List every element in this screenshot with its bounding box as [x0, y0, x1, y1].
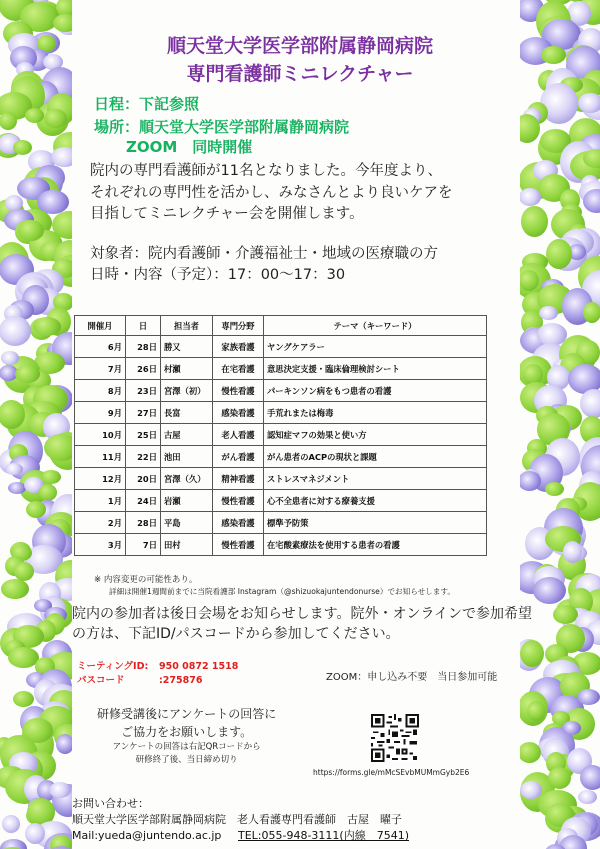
cell-theme: 心不全患者に対する療養支援	[264, 490, 487, 512]
meeting-info	[77, 660, 238, 688]
flower-decoration	[1, 579, 29, 599]
table-row	[75, 402, 487, 424]
cell-month: 2月	[75, 512, 126, 534]
flower-decoration	[583, 302, 600, 323]
flower-decoration	[520, 188, 541, 206]
table-row	[75, 446, 487, 468]
cell-specialty: 慢性看護	[213, 380, 264, 402]
flower-decoration	[548, 767, 571, 789]
cell-lecturer: 勝又	[161, 336, 213, 358]
cell-specialty: がん看護	[213, 446, 264, 468]
header-theme: テーマ（キーワード）	[264, 316, 487, 336]
table-row	[75, 380, 487, 402]
table-row	[75, 424, 487, 446]
contact-label: お問い合わせ：	[72, 797, 149, 810]
passcode-label: パスコード	[77, 675, 125, 686]
cell-specialty: 感染看護	[213, 402, 264, 424]
cell-specialty: 老人看護	[213, 424, 264, 446]
flower-decoration	[580, 389, 600, 418]
target-audience: 対象者：院内看護師・介護福祉士・地域の医療職の方	[90, 246, 438, 262]
flower-decoration	[25, 823, 45, 844]
cell-specialty: 慢性看護	[213, 490, 264, 512]
left-flower-border	[0, 0, 72, 849]
target-info	[90, 244, 438, 286]
flower-decoration	[39, 484, 57, 501]
cell-day: 22日	[126, 446, 161, 468]
survey-line: 研修終了後、当日締め切り	[135, 755, 238, 765]
flower-decoration	[546, 239, 572, 269]
cell-theme: がん患者のACPの現状と課題	[264, 446, 487, 468]
flower-decoration	[521, 206, 548, 237]
flower-decoration	[33, 317, 61, 336]
meeting-id-label: ミーティングID:	[77, 661, 149, 672]
flower-decoration	[41, 470, 61, 484]
cell-day: 28日	[126, 336, 161, 358]
schedule-table	[74, 315, 487, 556]
contact-person: 順天堂大学医学部附属静岡病院 老人看護専門看護師 古屋 曜子	[72, 813, 402, 826]
cell-theme: 意思決定支援・臨床倫理検討シート	[264, 358, 487, 380]
schedule-zoom: ZOOM 同時開催	[126, 138, 253, 156]
cell-lecturer: 池田	[161, 446, 213, 468]
survey-request	[97, 705, 276, 767]
cell-theme: パーキンソン病をもつ患者の看護	[264, 380, 487, 402]
contact-tel[interactable]: TEL:055-948-3111(内線 7541)	[238, 829, 410, 842]
access-line: 院内の参加者は後日会場をお知らせします。院外・オンラインで参加希望	[72, 606, 533, 622]
flower-decoration	[0, 316, 31, 346]
table-header-row	[75, 316, 487, 336]
header-specialty: 専門分野	[213, 316, 264, 336]
cell-day: 20日	[126, 468, 161, 490]
cell-lecturer: 宮澤（初）	[161, 380, 213, 402]
flower-decoration	[578, 93, 600, 113]
intro-line: 目指してミニレクチャー会を開催します。	[90, 206, 364, 222]
cell-day: 25日	[126, 424, 161, 446]
flower-decoration	[5, 463, 23, 475]
cell-month: 9月	[75, 402, 126, 424]
flower-decoration	[15, 365, 40, 383]
flower-decoration	[520, 742, 541, 763]
table-row	[75, 358, 487, 380]
cell-day: 23日	[126, 380, 161, 402]
cell-theme: 手荒れまたは梅毒	[264, 402, 487, 424]
cell-lecturer: 長富	[161, 402, 213, 424]
survey-line: ご協力をお願いします。	[121, 725, 253, 739]
flower-decoration	[25, 108, 44, 123]
cell-specialty: 在宅看護	[213, 358, 264, 380]
cell-day: 27日	[126, 402, 161, 424]
zoom-note: ZOOM：申し込み不要 当日参加可能	[326, 672, 498, 683]
flower-decoration	[527, 701, 545, 721]
table-row	[75, 336, 487, 358]
flower-decoration	[51, 147, 72, 167]
flower-decoration	[520, 781, 542, 799]
cell-theme: 認知症マフの効果と使い方	[264, 424, 487, 446]
flower-decoration	[56, 734, 72, 754]
cell-lecturer: 岩瀬	[161, 490, 213, 512]
cell-month: 1月	[75, 490, 126, 512]
flower-decoration	[13, 691, 34, 707]
flower-decoration	[13, 140, 32, 155]
right-flower-border	[520, 0, 600, 849]
flower-decoration	[520, 640, 544, 667]
header-month: 開催月	[75, 316, 126, 336]
cell-lecturer: 古屋	[161, 424, 213, 446]
intro-line: 院内の専門看護師が11名となりました。今年度より、	[90, 163, 442, 179]
schedule-place: 場所：順天堂大学医学部附属静岡病院	[94, 118, 350, 136]
flower-decoration	[44, 109, 67, 128]
flower-decoration	[26, 501, 46, 518]
table-row	[75, 468, 487, 490]
contact-mail[interactable]: Mail:yueda@juntendo.ac.jp	[72, 829, 222, 842]
table-row	[75, 512, 487, 534]
flower-decoration	[18, 220, 44, 241]
cell-month: 10月	[75, 424, 126, 446]
flower-decoration	[520, 114, 540, 143]
cell-month: 8月	[75, 380, 126, 402]
title-hospital: 順天堂大学医学部附属静岡病院	[166, 35, 433, 57]
title-lecture: 専門看護師ミニレクチャー	[186, 63, 414, 85]
cell-lecturer: 田村	[161, 534, 213, 556]
flower-decoration	[49, 782, 71, 798]
flower-decoration	[44, 434, 72, 461]
schedule-date: 日程：下記参照	[94, 95, 200, 113]
cell-month: 6月	[75, 336, 126, 358]
cell-day: 26日	[126, 358, 161, 380]
flower-decoration	[520, 270, 539, 291]
cell-lecturer: 宮澤（久）	[161, 468, 213, 490]
cell-specialty: 慢性看護	[213, 534, 264, 556]
cell-month: 11月	[75, 446, 126, 468]
flower-decoration	[1, 351, 19, 365]
table-row	[75, 534, 487, 556]
passcode-value: :275876	[159, 675, 203, 686]
cell-theme: 標準予防策	[264, 512, 487, 534]
flower-decoration	[578, 790, 597, 804]
survey-line: 研修受講後にアンケートの回答に	[97, 707, 277, 721]
cell-theme: ヤングケアラー	[264, 336, 487, 358]
flower-decoration	[53, 14, 72, 32]
cell-month: 12月	[75, 468, 126, 490]
intro-text	[90, 161, 520, 226]
header-lecturer: 担当者	[161, 316, 213, 336]
cell-day: 28日	[126, 512, 161, 534]
access-line: の方は、下記ID/パスコードから参加してください。	[72, 626, 400, 642]
cell-specialty: 感染看護	[213, 512, 264, 534]
flower-decoration	[539, 306, 558, 320]
flower-decoration	[583, 189, 600, 213]
target-time: 日時・内容（予定）：17：00～17：30	[90, 267, 346, 283]
flower-decoration	[545, 482, 564, 496]
flower-decoration	[577, 689, 600, 705]
intro-line: それぞれの専門性を活かし、みなさんとより良いケアを	[90, 184, 453, 201]
flower-decoration	[533, 577, 566, 604]
cell-theme: 在宅酸素療法を使用する患者の看護	[264, 534, 487, 556]
table-row	[75, 490, 487, 512]
flower-decoration	[563, 541, 582, 563]
cell-month: 7月	[75, 358, 126, 380]
flower-decoration	[580, 765, 600, 790]
flower-decoration	[562, 721, 581, 735]
cell-theme: ストレスマネジメント	[264, 468, 487, 490]
qr-code-icon[interactable]	[371, 714, 419, 762]
survey-line: アンケートの回答は右記QRコードから	[112, 742, 261, 752]
instagram-note: 詳細は開催1週間前までに当院看護部 Instagram（@shizuokajuntendonurse）でお知らせします。	[109, 587, 455, 596]
cell-lecturer: 平島	[161, 512, 213, 534]
cell-month: 3月	[75, 534, 126, 556]
survey-url[interactable]: https://forms.gle/mMcSEvbMUMmGyb2E6	[313, 768, 470, 777]
change-note: ※ 内容変更の可能性あり。	[94, 575, 198, 585]
cell-lecturer: 村瀬	[161, 358, 213, 380]
cell-specialty: 精神看護	[213, 468, 264, 490]
cell-day: 7日	[126, 534, 161, 556]
meeting-id-value: 950 0872 1518	[159, 661, 239, 672]
flower-decoration	[0, 112, 17, 130]
contact-info	[72, 796, 409, 844]
flower-decoration	[2, 815, 20, 833]
cell-specialty: 家族看護	[213, 336, 264, 358]
cell-day: 24日	[126, 490, 161, 512]
header-day: 日	[126, 316, 161, 336]
access-text	[72, 604, 532, 644]
